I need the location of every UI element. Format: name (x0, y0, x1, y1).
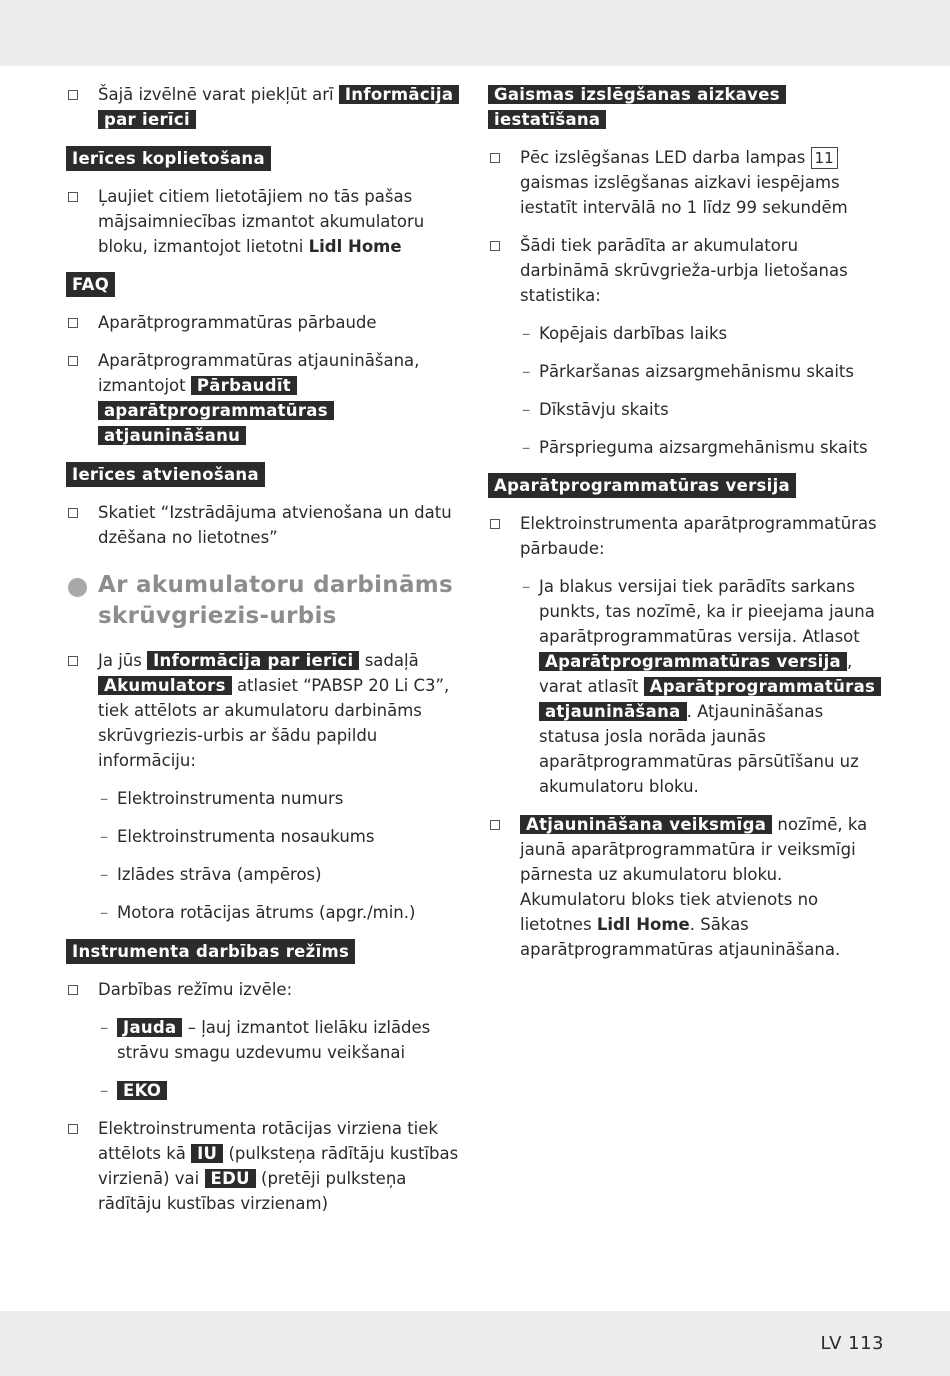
dash-icon: – (100, 789, 109, 808)
dash-icon: – (522, 324, 531, 343)
dash-item: – Pārsprieguma aizsargmehānismu skaits (488, 435, 888, 460)
dash-icon: – (100, 1081, 109, 1100)
list-item: Darbības režīmu izvēle: (66, 977, 466, 1002)
footer-band (0, 1311, 950, 1376)
list-item: Skatiet “Izstrādājuma atvienošana un datu dzēšana no lietotnes” (66, 500, 466, 550)
direction-term: IU (191, 1144, 223, 1163)
list-item: Šajā izvēlnē varat piekļūt arī Informācija par ierīci (66, 82, 466, 132)
checkbox-bullet-icon (68, 1124, 78, 1134)
dash-item: – Kopējais darbības laiks (488, 321, 888, 346)
checkbox-bullet-icon (490, 153, 500, 163)
dash-item: – Dīkstāvju skaits (488, 397, 888, 422)
list-item: Ja jūs Informācija par ierīci sadaļā Akumulators atlasiet “PABSP 20 Li C3”, tiek attēlots ar akumulatoru darbināms skrūvgriezis-urbis ar šādu papildu informāciju: (66, 648, 466, 773)
mode-term: EKO (117, 1081, 167, 1100)
dash-item: – Motora rotācijas ātrums (apgr./min.) (66, 900, 466, 925)
menu-term: Informācija par ierīci (98, 85, 459, 129)
dash-icon: – (100, 827, 109, 846)
part-reference: 11 (811, 147, 838, 169)
section-heading: Gaismas izslēgšanas aizkaves iestatīšana (488, 85, 786, 129)
mode-term: Jauda (117, 1018, 182, 1037)
section-title: Ar akumulatoru darbināms skrūvgriezis-urbis (66, 570, 466, 632)
list-item: Elektroinstrumenta aparātprogrammatūras pārbaude: (488, 511, 888, 561)
dash-item: – Pārkaršanas aizsargmehānismu skaits (488, 359, 888, 384)
section-heading: Ierīces atvienošana (66, 462, 265, 487)
right-column (488, 80, 888, 962)
checkbox-bullet-icon (68, 192, 78, 202)
page-number: LV 113 (820, 1333, 884, 1354)
list-item: Aparātprogrammatūras atjaunināšana, izmantojot Pārbaudīt aparātprogrammatūras atjaunināšanu (66, 348, 466, 448)
section-heading: FAQ (66, 272, 115, 297)
list-item: Aparātprogrammatūras pārbaude (66, 310, 466, 335)
list-item: Šādi tiek parādīta ar akumulatoru darbināmā skrūvgrieža-urbja lietošanas statistika: (488, 233, 888, 308)
app-name: Lidl Home (308, 237, 402, 256)
menu-term: Informācija par ierīci (147, 651, 359, 670)
menu-term: Pārbaudīt aparātprogrammatūras atjaunināšanu (98, 376, 334, 445)
dash-icon: – (100, 1018, 109, 1037)
dash-icon: – (100, 903, 109, 922)
dash-item: – Izlādes strāva (ampēros) (66, 862, 466, 887)
menu-term: Aparātprogrammatūras versija (539, 652, 847, 671)
menu-term: Aparātprogrammatūras atjaunināšana (539, 677, 881, 721)
list-item: Elektroinstrumenta rotācijas virziena tiek attēlots kā IU (pulksteņa rādītāju kustības virzienā) vai EDU (pretēji pulksteņa rādītāju kustības virzienam) (66, 1116, 466, 1216)
checkbox-bullet-icon (490, 519, 500, 529)
circle-bullet-icon (68, 578, 87, 597)
checkbox-bullet-icon (490, 820, 500, 830)
list-item: Atjaunināšana veiksmīga nozīmē, ka jaunā aparātprogrammatūra ir veiksmīgi pārnesta uz akumulatoru bloku. Akumulatoru bloks tiek atvienots no lietotnes Lidl Home. Sākas aparātprogrammatūras atjaunināšana. (488, 812, 888, 962)
checkbox-bullet-icon (68, 356, 78, 366)
dash-item: – Jauda – ļauj izmantot lielāku izlādes strāvu smagu uzdevumu veikšanai (66, 1015, 466, 1065)
checkbox-bullet-icon (68, 318, 78, 328)
dash-icon: – (522, 400, 531, 419)
section-heading: Ierīces koplietošana (66, 146, 271, 171)
section-heading: Instrumenta darbības režīms (66, 939, 355, 964)
app-name: Lidl Home (596, 915, 690, 934)
dash-item: – Elektroinstrumenta numurs (66, 786, 466, 811)
header-band (0, 0, 950, 66)
list-item: Pēc izslēgšanas LED darba lampas 11 gaismas izslēgšanas aizkavi iespējams iestatīt intervālā no 1 līdz 99 sekundēm (488, 145, 888, 220)
status-term: Atjaunināšana veiksmīga (520, 815, 772, 834)
dash-item: – Elektroinstrumenta nosaukums (66, 824, 466, 849)
dash-icon: – (522, 577, 531, 596)
list-item: Ļaujiet citiem lietotājiem no tās pašas mājsaimniecības izmantot akumulatoru bloku, izmantojot lietotni Lidl Home (66, 184, 466, 259)
dash-item (66, 1078, 466, 1103)
dash-icon: – (100, 865, 109, 884)
direction-term: EDU (205, 1169, 256, 1188)
menu-term: Akumulators (98, 676, 232, 695)
dash-icon: – (522, 362, 531, 381)
dash-icon: – (522, 438, 531, 457)
checkbox-bullet-icon (490, 241, 500, 251)
dash-item: – Ja blakus versijai tiek parādīts sarkans punkts, tas nozīmē, ka ir pieejama jauna aparātprogrammatūras versija. Atlasot Aparātprogrammatūras versija , varat atlasīt Aparātprogrammatūras atjaunināšana . Atjaunināšanas statusa josla norāda jaunās aparātprogrammatūras pārsūtīšanu uz akumulatoru bloku. (488, 574, 888, 799)
checkbox-bullet-icon (68, 985, 78, 995)
checkbox-bullet-icon (68, 508, 78, 518)
checkbox-bullet-icon (68, 90, 78, 100)
section-heading: Aparātprogrammatūras versija (488, 473, 796, 498)
checkbox-bullet-icon (68, 656, 78, 666)
left-column (66, 80, 466, 1216)
